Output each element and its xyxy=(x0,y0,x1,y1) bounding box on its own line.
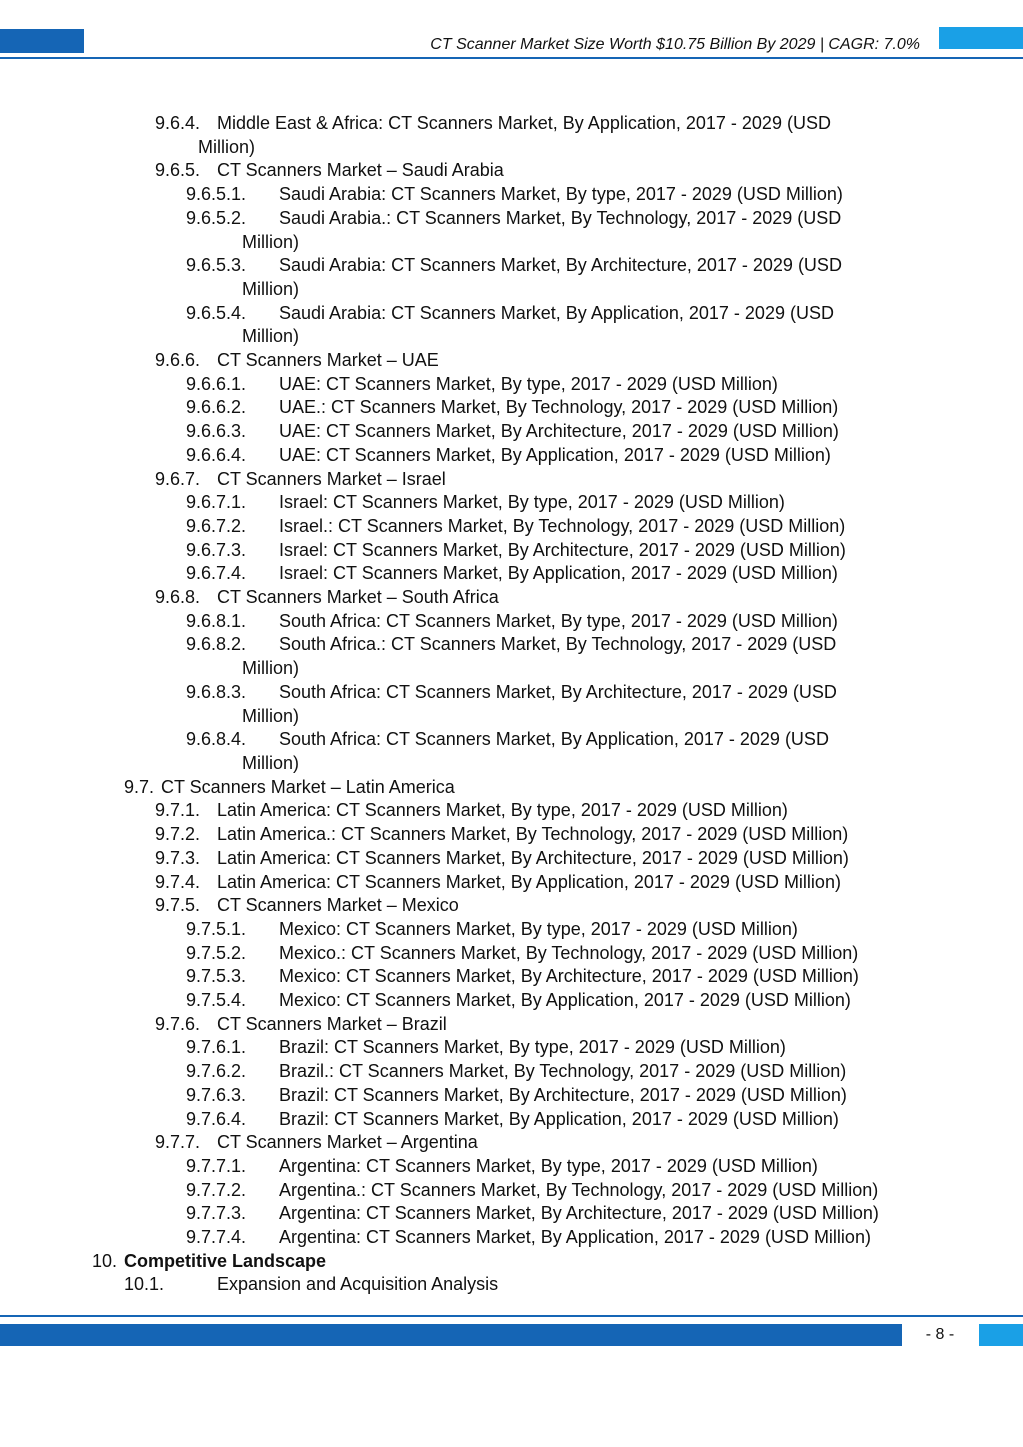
toc-entry xyxy=(0,1108,1023,1132)
footer-rule xyxy=(0,1315,1023,1317)
toc-entry xyxy=(0,847,1023,871)
toc-entry-number: 9.6.5.1. xyxy=(186,184,247,205)
toc-entry-title: Israel: CT Scanners Market, By Application, 2017 - 2029 (USD Million) xyxy=(279,563,838,584)
toc-entry-title: Latin America.: CT Scanners Market, By Technology, 2017 - 2029 (USD Million) xyxy=(217,824,849,845)
toc-entry-number: 9.6.7.4. xyxy=(186,563,247,584)
toc-entry-number: 9.6.7. xyxy=(155,468,201,489)
toc-entry-number: 9.6.7.3. xyxy=(186,539,247,560)
toc-entry-title: Argentina: CT Scanners Market, By Application, 2017 - 2029 (USD Million) xyxy=(279,1227,871,1248)
toc-entry xyxy=(0,681,1023,728)
toc-entry-title: Israel.: CT Scanners Market, By Technology, 2017 - 2029 (USD Million) xyxy=(279,515,846,536)
toc-entry-number: 9.7.7.3. xyxy=(186,1203,247,1224)
toc-entry xyxy=(0,1202,1023,1226)
toc-entry-title: UAE: CT Scanners Market, By Application, 2017 - 2029 (USD Million) xyxy=(279,444,831,465)
toc-entry xyxy=(0,1084,1023,1108)
toc-entry-number: 9.7.5.4. xyxy=(186,990,247,1011)
toc-entry-number: 9.7. xyxy=(124,776,155,797)
toc-entry xyxy=(0,254,1023,301)
toc-entry xyxy=(0,562,1023,586)
toc-entry-title: South Africa: CT Scanners Market, By Architecture, 2017 - 2029 (USD xyxy=(279,681,837,702)
toc-entry xyxy=(0,894,1023,918)
toc-entry-number: 9.6.6.3. xyxy=(186,421,247,442)
toc-entry xyxy=(0,1226,1023,1250)
toc-entry xyxy=(0,633,1023,680)
toc-entry-title: Mexico: CT Scanners Market, By Architecture, 2017 - 2029 (USD Million) xyxy=(279,966,859,987)
toc-entry-title: Israel: CT Scanners Market, By type, 2017 - 2029 (USD Million) xyxy=(279,492,785,513)
toc-entry xyxy=(0,1179,1023,1203)
toc-entry-title: Argentina.: CT Scanners Market, By Technology, 2017 - 2029 (USD Million) xyxy=(279,1179,879,1200)
toc-entry xyxy=(0,1250,1023,1274)
toc-entry-title: CT Scanners Market – South Africa xyxy=(217,587,499,608)
table-of-contents xyxy=(0,112,1023,1297)
toc-entry-number: 9.7.1. xyxy=(155,800,201,821)
toc-entry-number: 9.7.2. xyxy=(155,824,201,845)
toc-entry-number: 9.6.5. xyxy=(155,160,201,181)
toc-entry xyxy=(0,610,1023,634)
toc-entry-number: 9.6.8.2. xyxy=(186,634,247,655)
toc-entry-title: CT Scanners Market – Argentina xyxy=(217,1132,478,1153)
toc-entry-number: 9.6.8.1. xyxy=(186,610,247,631)
toc-entry xyxy=(0,1131,1023,1155)
toc-entry-continuation: Million) xyxy=(242,278,300,299)
toc-entry xyxy=(0,1060,1023,1084)
footer-bar-left xyxy=(0,1324,902,1346)
toc-entry-continuation: Million) xyxy=(198,136,256,157)
toc-entry-title: Saudi Arabia: CT Scanners Market, By Application, 2017 - 2029 (USD xyxy=(279,302,834,323)
toc-entry-title: Competitive Landscape xyxy=(124,1250,327,1271)
toc-entry-title: Expansion and Acquisition Analysis xyxy=(217,1274,499,1295)
toc-entry xyxy=(0,468,1023,492)
toc-entry-continuation: Million) xyxy=(242,326,300,347)
toc-entry-title: South Africa.: CT Scanners Market, By Technology, 2017 - 2029 (USD xyxy=(279,634,837,655)
toc-entry-number: 9.7.6.3. xyxy=(186,1084,247,1105)
toc-entry-title: Brazil: CT Scanners Market, By Architecture, 2017 - 2029 (USD Million) xyxy=(279,1084,847,1105)
toc-entry-number: 9.7.6.4. xyxy=(186,1108,247,1129)
toc-entry-number: 10.1. xyxy=(124,1274,165,1295)
toc-entry-number: 9.7.6. xyxy=(155,1013,201,1034)
toc-entry-number: 9.7.6.2. xyxy=(186,1061,247,1082)
toc-entry xyxy=(0,1036,1023,1060)
toc-entry-title: Brazil: CT Scanners Market, By Application, 2017 - 2029 (USD Million) xyxy=(279,1108,839,1129)
toc-entry-title: CT Scanners Market – Brazil xyxy=(217,1013,447,1034)
header-title: CT Scanner Market Size Worth $10.75 Billion By 2029 | CAGR: 7.0% xyxy=(430,36,920,53)
toc-entry-number: 9.6.5.3. xyxy=(186,255,247,276)
toc-entry-number: 9.7.3. xyxy=(155,847,201,868)
toc-entry-title: Mexico: CT Scanners Market, By Application, 2017 - 2029 (USD Million) xyxy=(279,990,851,1011)
toc-entry-number: 9.6.8. xyxy=(155,587,201,608)
toc-entry xyxy=(0,159,1023,183)
toc-entry-title: Saudi Arabia: CT Scanners Market, By type, 2017 - 2029 (USD Million) xyxy=(279,184,843,205)
toc-entry-number: 9.7.5.3. xyxy=(186,966,247,987)
toc-entry-number: 9.7.4. xyxy=(155,871,201,892)
toc-entry xyxy=(0,942,1023,966)
toc-entry xyxy=(0,989,1023,1013)
toc-entry-continuation: Million) xyxy=(242,231,300,252)
toc-entry xyxy=(0,918,1023,942)
toc-entry xyxy=(0,396,1023,420)
toc-entry-title: Saudi Arabia.: CT Scanners Market, By Technology, 2017 - 2029 (USD xyxy=(279,207,842,228)
toc-entry xyxy=(0,799,1023,823)
toc-entry-number: 9.6.6.4. xyxy=(186,444,247,465)
toc-entry-number: 9.7.5.2. xyxy=(186,942,247,963)
toc-entry-title: Middle East & Africa: CT Scanners Market, By Application, 2017 - 2029 (USD xyxy=(217,113,831,133)
toc-entry-title: Mexico: CT Scanners Market, By type, 2017 - 2029 (USD Million) xyxy=(279,918,798,939)
toc-entry xyxy=(0,1013,1023,1037)
toc-entry xyxy=(0,965,1023,989)
toc-entry-title: Saudi Arabia: CT Scanners Market, By Architecture, 2017 - 2029 (USD xyxy=(279,255,842,276)
toc-entry-number: 9.6.8.3. xyxy=(186,681,247,702)
toc-entry xyxy=(0,728,1023,775)
toc-entry-number: 9.6.5.4. xyxy=(186,302,247,323)
toc-entry-number: 9.7.7.4. xyxy=(186,1227,247,1248)
toc-entry-number: 9.6.7.2. xyxy=(186,515,247,536)
toc-entry-title: CT Scanners Market – UAE xyxy=(217,350,439,371)
toc-entry xyxy=(0,183,1023,207)
toc-entry-title: Latin America: CT Scanners Market, By Application, 2017 - 2029 (USD Million) xyxy=(217,871,841,892)
header-bar-left xyxy=(0,29,84,53)
toc-entry-title: UAE.: CT Scanners Market, By Technology, 2017 - 2029 (USD Million) xyxy=(279,397,839,418)
toc-entry-continuation: Million) xyxy=(242,705,300,726)
toc-entry-number: 9.6.5.2. xyxy=(186,207,247,228)
toc-entry xyxy=(0,586,1023,610)
page-number: - 8 - xyxy=(925,1326,955,1343)
toc-entry-number: 9.6.8.4. xyxy=(186,729,247,750)
toc-entry xyxy=(0,1155,1023,1179)
header-rule xyxy=(0,57,1023,59)
toc-entry-title: CT Scanners Market – Saudi Arabia xyxy=(217,160,504,181)
toc-entry-title: Brazil: CT Scanners Market, By type, 2017 - 2029 (USD Million) xyxy=(279,1037,786,1058)
toc-entry-title: UAE: CT Scanners Market, By type, 2017 - 2029 (USD Million) xyxy=(279,373,778,394)
toc-entry xyxy=(0,491,1023,515)
footer-bar-right xyxy=(979,1324,1023,1346)
toc-entry xyxy=(0,1273,1023,1297)
toc-entry-title: CT Scanners Market – Mexico xyxy=(217,895,459,916)
toc-entry-number: 9.7.7. xyxy=(155,1132,201,1153)
toc-entry-continuation: Million) xyxy=(242,658,300,679)
toc-entry-number: 9.7.6.1. xyxy=(186,1037,247,1058)
toc-entry xyxy=(0,515,1023,539)
toc-entry-title: South Africa: CT Scanners Market, By Application, 2017 - 2029 (USD xyxy=(279,729,829,750)
toc-entry-number: 9.6.7.1. xyxy=(186,492,247,513)
toc-entry xyxy=(0,776,1023,800)
toc-entry xyxy=(0,349,1023,373)
toc-entry-number: 9.6.4. xyxy=(155,113,201,133)
toc-entry-number: 9.7.5.1. xyxy=(186,918,247,939)
toc-entry-title: CT Scanners Market – Latin America xyxy=(161,776,455,797)
header-bar-right xyxy=(939,27,1023,49)
toc-entry-continuation: Million) xyxy=(242,752,300,773)
toc-entry-title: Latin America: CT Scanners Market, By Architecture, 2017 - 2029 (USD Million) xyxy=(217,847,849,868)
toc-entry-number: 9.6.6. xyxy=(155,350,201,371)
toc-entry xyxy=(0,302,1023,349)
toc-entry-title: UAE: CT Scanners Market, By Architecture, 2017 - 2029 (USD Million) xyxy=(279,421,839,442)
toc-entry xyxy=(0,444,1023,468)
toc-entry-title: South Africa: CT Scanners Market, By type, 2017 - 2029 (USD Million) xyxy=(279,610,838,631)
toc-entry-number: 9.7.7.2. xyxy=(186,1179,247,1200)
toc-entry xyxy=(0,207,1023,254)
toc-entry-number: 9.7.5. xyxy=(155,895,201,916)
toc-entry-number: 9.6.6.2. xyxy=(186,397,247,418)
toc-entry-title: Argentina: CT Scanners Market, By type, 2017 - 2029 (USD Million) xyxy=(279,1155,818,1176)
toc-entry xyxy=(0,823,1023,847)
toc-entry-title: Argentina: CT Scanners Market, By Architecture, 2017 - 2029 (USD Million) xyxy=(279,1203,879,1224)
toc-entry-title: CT Scanners Market – Israel xyxy=(217,468,446,489)
toc-entry xyxy=(0,373,1023,397)
toc-entry-number: 9.7.7.1. xyxy=(186,1155,247,1176)
toc-entry-number: 9.6.6.1. xyxy=(186,373,247,394)
toc-entry-title: Mexico.: CT Scanners Market, By Technology, 2017 - 2029 (USD Million) xyxy=(279,942,859,963)
toc-entry-title: Israel: CT Scanners Market, By Architecture, 2017 - 2029 (USD Million) xyxy=(279,539,846,560)
toc-entry-title: Brazil.: CT Scanners Market, By Technology, 2017 - 2029 (USD Million) xyxy=(279,1061,847,1082)
toc-entry xyxy=(0,420,1023,444)
toc-entry-title: Latin America: CT Scanners Market, By type, 2017 - 2029 (USD Million) xyxy=(217,800,788,821)
toc-entry xyxy=(0,112,1023,159)
toc-entry xyxy=(0,539,1023,563)
toc-entry-number: 10. xyxy=(92,1250,118,1271)
toc-entry xyxy=(0,871,1023,895)
